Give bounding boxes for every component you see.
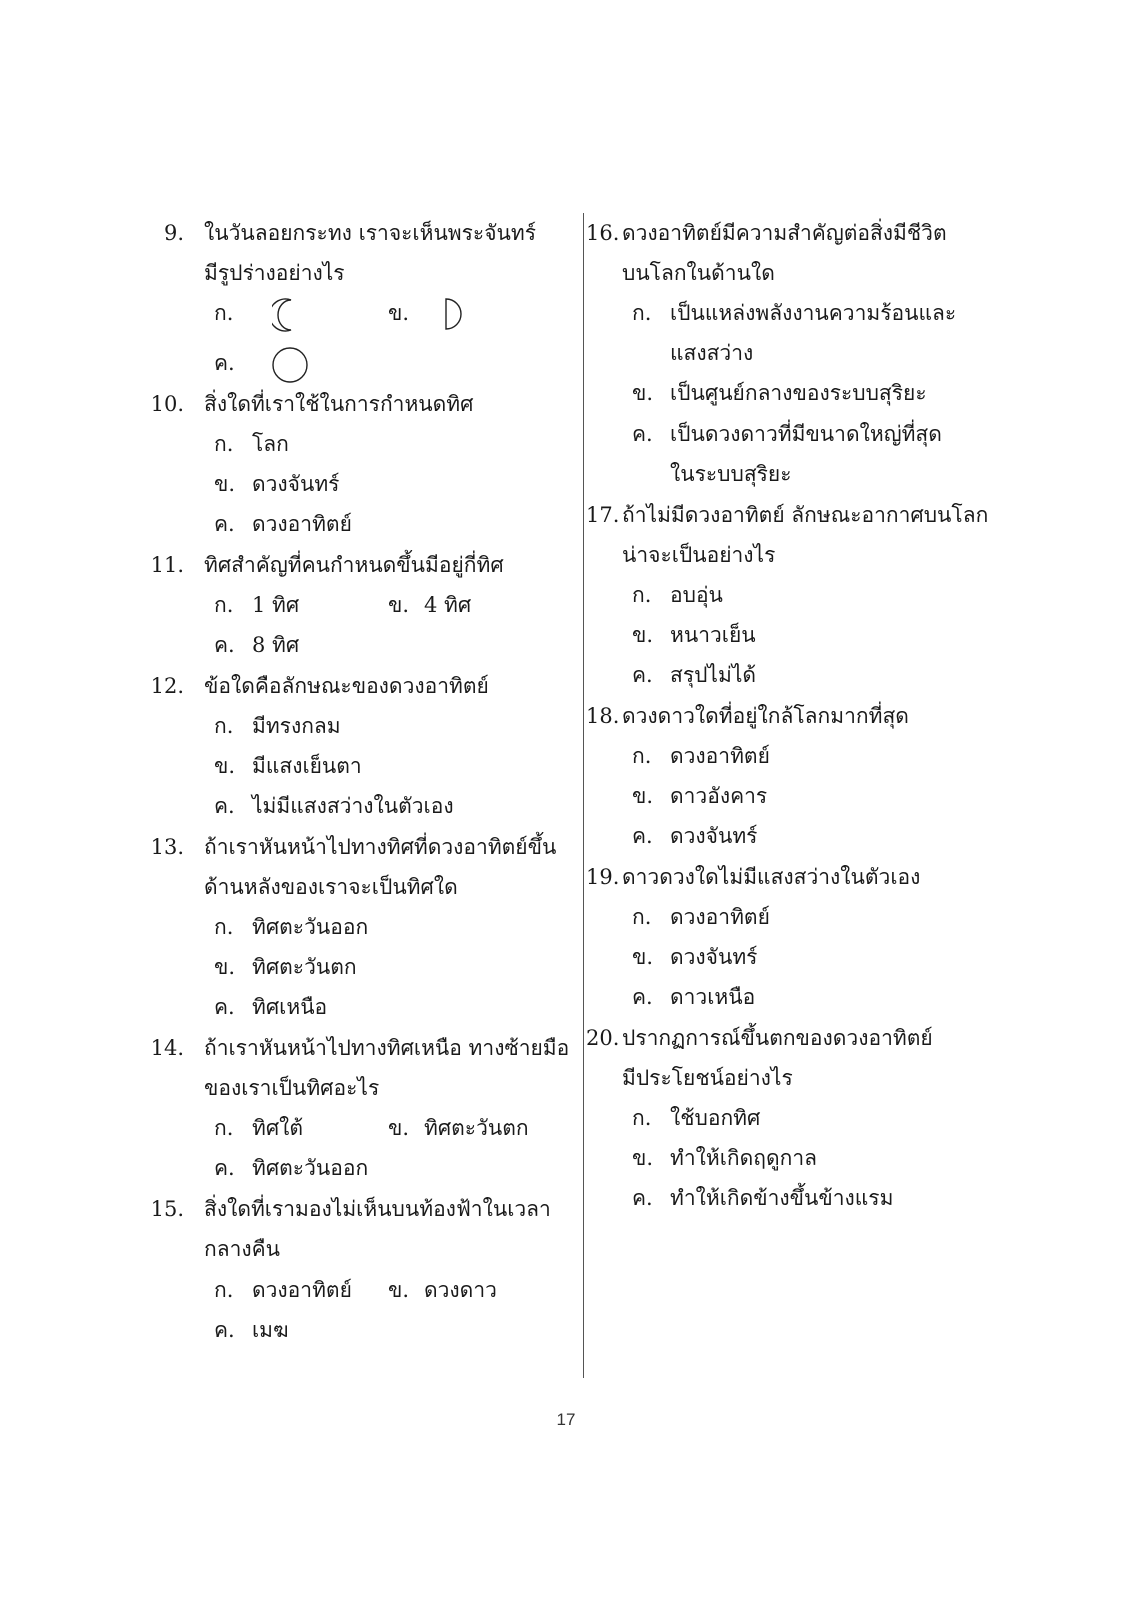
option-letter: ก. — [214, 301, 234, 325]
option-text: เป็นแหล่งพลังงานความร้อนและ — [670, 301, 957, 325]
question-number: 14. — [150, 1036, 184, 1060]
option-letter: ข. — [632, 784, 654, 808]
option-letter: ค. — [214, 512, 235, 536]
question-text: ดวงดาวใดที่อยู่ใกล้โลกมากที่สุด — [622, 704, 909, 728]
option-text: ดาวเหนือ — [670, 985, 756, 1009]
question-text: สิ่งใดที่เราใช้ในการกำหนดทิศ — [204, 392, 474, 416]
question-text: ของเราเป็นทิศอะไร — [204, 1076, 380, 1100]
option-text: ทิศเหนือ — [252, 995, 328, 1019]
option-letter: ข. — [214, 955, 236, 979]
option-text: 8 ทิศ — [252, 633, 300, 657]
question-text: ดวงอาทิตย์มีความสำคัญต่อสิ่งมีชีวิต — [622, 221, 947, 245]
question-number: 11. — [150, 553, 184, 577]
option-text: ดาวอังคาร — [670, 784, 768, 808]
question-text: ในวันลอยกระทง เราจะเห็นพระจันทร์ — [204, 221, 536, 245]
option-letter: ค. — [632, 985, 653, 1009]
option-letter: ข. — [632, 1146, 654, 1170]
question-number: 18. — [586, 704, 620, 728]
option-letter: ก. — [214, 1278, 234, 1302]
option-text: ดวงอาทิตย์ — [252, 512, 352, 536]
option-letter: ข. — [388, 593, 410, 617]
option-text: ทำให้เกิดฤดูกาล — [670, 1146, 817, 1170]
full-moon-icon — [270, 345, 310, 385]
question-number: 15. — [150, 1197, 184, 1221]
option-letter: ค. — [632, 422, 653, 446]
question-number: 16. — [586, 221, 620, 245]
option-text: ดวงดาว — [424, 1278, 497, 1302]
question-number: 13. — [150, 835, 184, 859]
option-letter: ก. — [214, 1116, 234, 1140]
option-text: เป็นศูนย์กลางของระบบสุริยะ — [670, 381, 927, 405]
option-letter: ข. — [632, 945, 654, 969]
question-number: 20. — [586, 1026, 620, 1050]
question-text: ด้านหลังของเราจะเป็นทิศใด — [204, 875, 458, 899]
option-text: ดวงอาทิตย์ — [252, 1278, 352, 1302]
option-letter: ข. — [214, 472, 236, 496]
half-moon-icon — [440, 297, 466, 331]
option-text: ดวงจันทร์ — [670, 945, 758, 969]
option-letter: ก. — [632, 1106, 652, 1130]
option-letter: ก. — [632, 583, 652, 607]
option-letter: ค. — [632, 1186, 653, 1210]
question-text: ถ้าเราหันหน้าไปทางทิศที่ดวงอาทิตย์ขึ้น — [204, 835, 557, 859]
option-text: เป็นดวงดาวที่มีขนาดใหญ่ที่สุด — [670, 422, 942, 446]
option-letter: ค. — [214, 1318, 235, 1342]
option-letter: ค. — [632, 824, 653, 848]
question-text: ทิศสำคัญที่คนกำหนดขึ้นมีอยู่กี่ทิศ — [204, 553, 504, 577]
option-text: โลก — [252, 432, 289, 456]
question-text: กลางคืน — [204, 1237, 281, 1261]
option-text: 4 ทิศ — [424, 593, 472, 617]
question-text: สิ่งใดที่เรามองไม่เห็นบนท้องฟ้าในเวลา — [204, 1197, 551, 1221]
question-text: ถ้าเราหันหน้าไปทางทิศเหนือ ทางซ้ายมือ — [204, 1036, 570, 1060]
option-text: ทิศตะวันตก — [424, 1116, 529, 1140]
option-text: ดวงจันทร์ — [670, 824, 758, 848]
option-letter: ค. — [214, 794, 235, 818]
question-text: น่าจะเป็นอย่างไร — [622, 543, 776, 567]
option-text: มีแสงเย็นตา — [252, 754, 362, 778]
option-letter: ค. — [632, 663, 653, 687]
option-text: ดวงอาทิตย์ — [670, 905, 770, 929]
option-letter: ก. — [214, 432, 234, 456]
question-number: 12. — [150, 674, 184, 698]
option-text: สรุปไม่ได้ — [670, 663, 757, 687]
option-text: ใช้บอกทิศ — [670, 1106, 761, 1130]
option-letter: ข. — [214, 754, 236, 778]
question-text: บนโลกในด้านใด — [622, 261, 775, 285]
page-number: 17 — [556, 1410, 576, 1429]
option-letter: ข. — [388, 301, 410, 325]
option-letter: ข. — [388, 1278, 410, 1302]
option-text: 1 ทิศ — [252, 593, 300, 617]
option-letter: ค. — [214, 351, 235, 375]
option-text: แสงสว่าง — [670, 341, 754, 365]
option-text: ดวงอาทิตย์ — [670, 744, 770, 768]
option-text: ทิศตะวันออก — [252, 1156, 369, 1180]
question-text: ถ้าไม่มีดวงอาทิตย์ ลักษณะอากาศบนโลก — [622, 503, 989, 527]
question-number: 19. — [586, 865, 620, 889]
question-number: 17. — [586, 503, 620, 527]
option-letter: ข. — [632, 381, 654, 405]
option-text: ทิศตะวันตก — [252, 955, 357, 979]
option-text: ทิศใต้ — [252, 1116, 304, 1140]
option-text: เมฆ — [252, 1318, 289, 1342]
question-text: มีรูปร่างอย่างไร — [204, 261, 345, 285]
option-letter: ก. — [632, 301, 652, 325]
option-letter: ก. — [632, 744, 652, 768]
question-text: ดาวดวงใดไม่มีแสงสว่างในตัวเอง — [622, 865, 921, 889]
option-letter: ก. — [214, 915, 234, 939]
option-text: ทำให้เกิดข้างขึ้นข้างแรม — [670, 1186, 894, 1210]
option-text: ไม่มีแสงสว่างในตัวเอง — [252, 794, 454, 818]
column-divider — [583, 213, 584, 1378]
option-letter: ข. — [388, 1116, 410, 1140]
option-letter: ข. — [632, 623, 654, 647]
option-letter: ก. — [214, 593, 234, 617]
question-text: ปรากฏการณ์ขึ้นตกของดวงอาทิตย์ — [622, 1026, 933, 1050]
option-letter: ก. — [632, 905, 652, 929]
option-letter: ค. — [214, 995, 235, 1019]
question-text: มีประโยชน์อย่างไร — [622, 1066, 793, 1090]
option-text: มีทรงกลม — [252, 714, 341, 738]
option-letter: ค. — [214, 633, 235, 657]
question-number: 10. — [150, 392, 184, 416]
crescent-moon-icon — [272, 298, 298, 332]
option-text: ดวงจันทร์ — [252, 472, 340, 496]
option-letter: ก. — [214, 714, 234, 738]
question-text: ข้อใดคือลักษณะของดวงอาทิตย์ — [204, 674, 489, 698]
option-text: ทิศตะวันออก — [252, 915, 369, 939]
option-text: หนาวเย็น — [670, 623, 756, 647]
question-number: 9. — [163, 221, 184, 245]
option-letter: ค. — [214, 1156, 235, 1180]
option-text: ในระบบสุริยะ — [670, 462, 792, 486]
option-text: อบอุ่น — [670, 583, 723, 607]
